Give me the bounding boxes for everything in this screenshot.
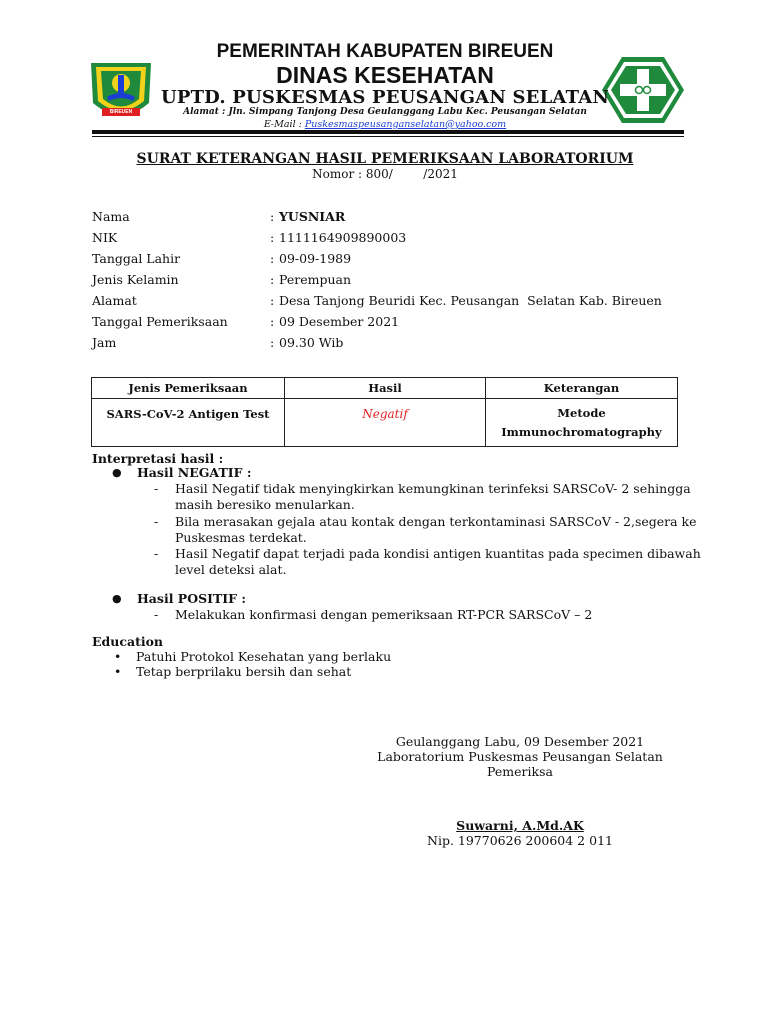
email-link[interactable]: Puskesmaspeusanganselatan@yahoo.com [304, 119, 507, 130]
document-number: Nomor : 800/ /2021 [312, 167, 458, 181]
field-label-tanggal-lahir: Tanggal Lahir [92, 251, 181, 266]
negative-item-3-line2: level deteksi alat. [175, 562, 287, 577]
cell-note-line1: Metode [557, 405, 606, 420]
field-label-jenis-kelamin: Jenis Kelamin [92, 272, 179, 287]
clinic-email-line [150, 119, 620, 130]
table-row [92, 399, 678, 447]
signature-place-date: Geulanggang Labu, 09 Desember 2021 [395, 734, 645, 749]
education-item-1: Patuhi Protokol Kesehatan yang berlaku [136, 649, 392, 664]
field-value-tanggal-pemeriksaan: 09 Desember 2021 [279, 314, 400, 329]
education-item-2: Tetap berprilaku bersih dan sehat [136, 664, 352, 679]
positive-item-1: Melakukan konfirmasi dengan pemeriksaan RT-PCR SARSCoV – 2 [175, 607, 593, 622]
bireuen-logo [83, 53, 159, 129]
field-colon: : [270, 272, 275, 287]
field-label-alamat: Alamat [92, 293, 137, 308]
cell-result: Negatif [285, 399, 486, 447]
header-rule-thick [92, 130, 684, 134]
table-header-note: Keterangan [486, 378, 678, 399]
field-colon: : [270, 293, 275, 308]
dash-icon: - [154, 607, 159, 622]
positive-heading: Hasil POSITIF : [137, 591, 246, 606]
field-colon: : [270, 335, 275, 350]
field-colon: : [270, 209, 275, 224]
field-label-jam: Jam [92, 335, 117, 350]
negative-heading: Hasil NEGATIF : [137, 465, 252, 480]
agency-heading: DINAS KESEHATAN [276, 62, 494, 88]
education-heading: Education [92, 634, 164, 649]
negative-item-1-line2: masih beresiko menularkan. [175, 497, 355, 512]
field-value-tanggal-lahir: 09-09-1989 [279, 251, 352, 266]
dash-icon: - [154, 514, 159, 529]
bullet-icon: • [114, 649, 122, 664]
field-value-alamat: Desa Tanjong Beuridi Kec. Peusangan Selatan Kab. Bireuen [279, 293, 662, 308]
cell-note-line2: Immunochromatography [501, 424, 662, 439]
negative-item-2-line2: Puskesmas terdekat. [175, 530, 307, 545]
signature-name: Suwarni, A.Md.AK [456, 818, 584, 833]
field-label-tanggal-pemeriksaan: Tanggal Pemeriksaan [92, 314, 228, 329]
table-header-result: Hasil [285, 378, 486, 399]
field-colon: : [270, 314, 275, 329]
negative-item-3-line1: Hasil Negatif dapat terjadi pada kondisi antigen kuantitas pada specimen dibawah [175, 546, 701, 561]
header-rule-thin [92, 136, 684, 137]
table-header-test: Jenis Pemeriksaan [92, 378, 285, 399]
field-label-nama: Nama [92, 209, 130, 224]
cell-test: SARS-CoV-2 Antigen Test [92, 399, 285, 447]
field-label-nik: NIK [92, 230, 118, 245]
signature-role: Pemeriksa [487, 764, 553, 779]
bullet-icon: ● [112, 592, 122, 605]
lab-result-table [91, 377, 678, 447]
email-label: E-Mail : [263, 119, 305, 130]
cell-note [486, 399, 678, 447]
signature-nip: Nip. 19770626 200604 2 011 [427, 833, 613, 848]
field-value-jenis-kelamin: Perempuan [279, 272, 352, 287]
signature-institution: Laboratorium Puskesmas Peusangan Selatan [377, 749, 663, 764]
clinic-heading: UPTD. PUSKESMAS PEUSANGAN SELATAN [160, 87, 610, 108]
field-value-jam: 09.30 Wib [279, 335, 344, 350]
dash-icon: - [154, 546, 159, 561]
negative-item-1-line1: Hasil Negatif tidak menyingkirkan kemungkinan terinfeksi SARSCoV- 2 sehingga [175, 481, 691, 496]
bullet-icon: ● [112, 466, 122, 479]
field-colon: : [270, 230, 275, 245]
government-heading: PEMERINTAH KABUPATEN BIREUEN [216, 41, 554, 62]
table-header-row [92, 378, 678, 399]
bullet-icon: • [114, 664, 122, 679]
clinic-address: Alamat : Jln. Simpang Tanjong Desa Geulanggang Labu Kec. Peusangan Selatan [183, 107, 587, 117]
field-colon: : [270, 251, 275, 266]
field-value-nik: 1111164909890003 [279, 230, 407, 245]
document-title: SURAT KETERANGAN HASIL PEMERIKSAAN LABORATORIUM [136, 151, 634, 167]
negative-item-2-line1: Bila merasakan gejala atau kontak dengan terkontaminasi SARSCoV - 2,segera ke [175, 514, 697, 529]
interpretation-heading: Interpretasi hasil : [92, 451, 224, 466]
field-value-nama: YUSNIAR [279, 209, 346, 224]
logo-caption: BIREUEN [109, 109, 133, 115]
dash-icon: - [154, 481, 159, 496]
